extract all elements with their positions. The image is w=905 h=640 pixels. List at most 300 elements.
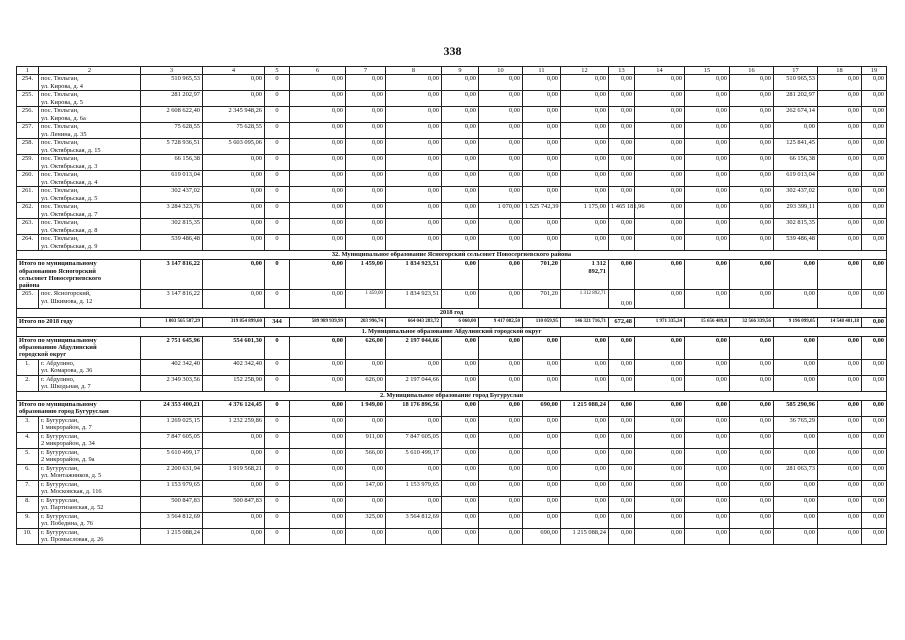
value-c10: 0,00 [479, 75, 523, 91]
value-c17: 0,00 [774, 512, 818, 528]
total-label [17, 400, 141, 416]
total-label [17, 260, 141, 290]
total-c6: 0,00 [290, 400, 346, 416]
value-c5: 0 [265, 528, 290, 544]
address-locality: пос. Тюльган, [41, 187, 79, 195]
value-c4: 0,00 [203, 235, 265, 251]
total-c13: 0,00 [609, 336, 635, 359]
value-c4: 75 628,55 [203, 123, 265, 139]
value-c17: 281 063,73 [774, 464, 818, 480]
year-total-c6: 589 989 939,99 [290, 317, 346, 327]
value-c18: 0,00 [818, 416, 862, 432]
value-c7: 0,00 [346, 528, 386, 544]
year-total-c9: 6 060,00 [442, 317, 479, 327]
value-c11: 0,00 [523, 91, 561, 107]
column-number-18: 18 [818, 67, 862, 75]
register-row [17, 123, 887, 139]
value-c8: 0,00 [386, 123, 442, 139]
value-c5: 0 [265, 496, 290, 512]
column-number-1: 1 [17, 67, 39, 75]
value-c4: 0,00 [203, 432, 265, 448]
value-c16: 0,00 [730, 219, 774, 235]
row-number: 1. [17, 359, 39, 375]
address-locality: г. Бугуруслан, [41, 496, 79, 504]
year-total-c11: 110 059,95 [523, 317, 561, 327]
value-c11: 0,00 [523, 432, 561, 448]
address-street: 2 микрорайон, д. 9а [41, 455, 95, 463]
total-label [17, 336, 141, 359]
value-c15: 0,00 [685, 75, 730, 91]
value-c17: 0,00 [774, 290, 818, 308]
value-c3: 66 156,38 [141, 155, 203, 171]
section-title: 2. Муниципальное образование город Бугуруслан [17, 391, 887, 400]
value-c8: 0,00 [386, 219, 442, 235]
row-number: 262. [17, 203, 39, 219]
address-cell [39, 75, 141, 91]
value-c11: 0,00 [523, 235, 561, 251]
total-c18: 0,00 [818, 400, 862, 416]
value-c3: 1 153 979,65 [141, 480, 203, 496]
value-c17: 0,00 [774, 123, 818, 139]
value-c4: 0,00 [203, 91, 265, 107]
row-number: 10. [17, 528, 39, 544]
value-c19: 0,00 [862, 139, 887, 155]
value-c11: 0,00 [523, 171, 561, 187]
value-c11: 0,00 [523, 464, 561, 480]
value-c13: 0,00 [609, 75, 635, 91]
value-c18: 0,00 [818, 171, 862, 187]
section-title: 2018 год [17, 308, 887, 317]
address-street: ул. Октябрьская, д. 4 [41, 178, 98, 186]
value-c9: 0,00 [442, 107, 479, 123]
value-c5: 0 [265, 187, 290, 203]
value-c16: 0,00 [730, 496, 774, 512]
value-c17: 302 437,02 [774, 187, 818, 203]
value-c3: 1 215 088,24 [141, 528, 203, 544]
value-c14: 0,00 [635, 290, 685, 308]
value-c10: 0,00 [479, 512, 523, 528]
value-c19: 0,00 [862, 219, 887, 235]
value-c5: 0 [265, 123, 290, 139]
row-number: 7. [17, 480, 39, 496]
value-c15: 0,00 [685, 464, 730, 480]
total-c6: 0,00 [290, 336, 346, 359]
value-c5: 0 [265, 203, 290, 219]
value-c13: 0,00 [609, 123, 635, 139]
total-c7: 1 459,00 [346, 260, 386, 290]
value-c8: 0,00 [386, 139, 442, 155]
value-c16: 0,00 [730, 448, 774, 464]
value-c11: 0,00 [523, 107, 561, 123]
value-c16: 0,00 [730, 464, 774, 480]
total-c16: 0,00 [730, 260, 774, 290]
value-c18: 0,00 [818, 359, 862, 375]
value-c3: 510 965,53 [141, 75, 203, 91]
value-c19: 0,00 [862, 448, 887, 464]
total-label-line: Итого по муниципальному [19, 260, 97, 268]
value-c12: 1 175,00 [561, 203, 609, 219]
value-c3: 500 847,83 [141, 496, 203, 512]
total-c9: 0,00 [442, 400, 479, 416]
value-c15: 0,00 [685, 139, 730, 155]
total-c17: 0,00 [774, 260, 818, 290]
total-c18: 0,00 [818, 260, 862, 290]
value-c8: 0,00 [386, 171, 442, 187]
address-cell [39, 155, 141, 171]
value-c6: 0,00 [290, 464, 346, 480]
register-row [17, 171, 887, 187]
value-c11: 0,00 [523, 187, 561, 203]
total-label-line: образованию Абдулинский [19, 344, 97, 352]
value-c15: 0,00 [685, 107, 730, 123]
value-c12: 0,00 [561, 171, 609, 187]
total-label-line: района [19, 282, 40, 290]
year-title [17, 308, 887, 317]
address-cell [39, 187, 141, 203]
value-c19: 0,00 [862, 123, 887, 139]
total-c17: 585 290,96 [774, 400, 818, 416]
value-c8: 0,00 [386, 359, 442, 375]
value-c13: 0,00 [609, 107, 635, 123]
total-label-line: образованию город Бугуруслан [19, 407, 109, 415]
address-cell [39, 123, 141, 139]
value-c4: 2 345 948,26 [203, 107, 265, 123]
value-c14: 0,00 [635, 464, 685, 480]
value-c19: 0,00 [862, 416, 887, 432]
address-street: ул. Победина, д. 76 [41, 519, 93, 527]
value-c18: 0,00 [818, 139, 862, 155]
address-cell [39, 235, 141, 251]
value-c15: 0,00 [685, 219, 730, 235]
total-c16: 0,00 [730, 336, 774, 359]
value-c17: 66 156,38 [774, 155, 818, 171]
value-c14: 0,00 [635, 171, 685, 187]
address-cell [39, 448, 141, 464]
total-c9: 0,00 [442, 260, 479, 290]
value-c16: 0,00 [730, 91, 774, 107]
row-number: 5. [17, 448, 39, 464]
total-c15: 0,00 [685, 336, 730, 359]
year-total-c19: 0,00 [862, 317, 887, 327]
value-c11: 0,00 [523, 512, 561, 528]
total-c15: 0,00 [685, 260, 730, 290]
value-c9: 0,00 [442, 416, 479, 432]
address-street: ул. Октябрьская, д. 8 [41, 226, 98, 234]
value-c13: 0,00 [609, 155, 635, 171]
value-c6: 0,00 [290, 235, 346, 251]
column-number-6: 6 [290, 67, 346, 75]
value-c7: 0,00 [346, 123, 386, 139]
value-c19: 0,00 [862, 107, 887, 123]
value-c17: 262 674,14 [774, 107, 818, 123]
value-c3: 3 284 323,76 [141, 203, 203, 219]
value-c4: 0,00 [203, 512, 265, 528]
value-c8: 0,00 [386, 416, 442, 432]
address-street: ул. Кирова, д. 5 [41, 98, 83, 106]
value-c10: 0,00 [479, 480, 523, 496]
value-c5: 0 [265, 416, 290, 432]
total-c11: 690,00 [523, 400, 561, 416]
value-c6: 0,00 [290, 203, 346, 219]
value-c10: 1 070,00 [479, 203, 523, 219]
value-c5: 0 [265, 432, 290, 448]
address-street: ул. Кирова, д. 4 [41, 82, 83, 90]
address-cell [39, 91, 141, 107]
register-row [17, 359, 887, 375]
column-number-10: 10 [479, 67, 523, 75]
row-number: 255. [17, 91, 39, 107]
value-c7: 0,00 [346, 359, 386, 375]
address-locality: пос. Тюльган, [41, 203, 79, 211]
value-c7: 0,00 [346, 91, 386, 107]
value-c10: 0,00 [479, 375, 523, 391]
value-c7: 0,00 [346, 187, 386, 203]
value-c3: 3 564 812,69 [141, 512, 203, 528]
address-street: ул. Октябрьская, д. 7 [41, 210, 98, 218]
value-c10: 0,00 [479, 187, 523, 203]
value-c5: 0 [265, 75, 290, 91]
value-c15: 0,00 [685, 235, 730, 251]
value-c8: 0,00 [386, 155, 442, 171]
value-c15: 0,00 [685, 496, 730, 512]
value-c13: 0,00 [609, 359, 635, 375]
register-row [17, 107, 887, 123]
value-c15: 0,00 [685, 528, 730, 544]
total-label-line: Итого по муниципальному [19, 400, 97, 408]
value-c6: 0,00 [290, 480, 346, 496]
value-c7: 911,00 [346, 432, 386, 448]
value-c3: 3 147 816,22 [141, 290, 203, 308]
address-street: ул. Октябрьская, д. 3 [41, 162, 98, 170]
value-c7: 0,00 [346, 416, 386, 432]
address-cell [39, 139, 141, 155]
value-c6: 0,00 [290, 75, 346, 91]
value-c14: 0,00 [635, 139, 685, 155]
total-label-line: образованию Ясногорский [19, 267, 96, 275]
value-c16: 0,00 [730, 155, 774, 171]
value-c4: 152 258,90 [203, 375, 265, 391]
value-c14: 0,00 [635, 375, 685, 391]
value-c15: 0,00 [685, 480, 730, 496]
value-c19: 0,00 [862, 464, 887, 480]
value-c14: 0,00 [635, 123, 685, 139]
year-total-label: Итого по 2018 году [17, 317, 141, 327]
value-c9: 0,00 [442, 375, 479, 391]
value-c8: 5 610 499,17 [386, 448, 442, 464]
total-c12 [561, 260, 609, 290]
value-c14: 0,00 [635, 432, 685, 448]
address-locality: г. Бугуруслан, [41, 416, 79, 424]
value-c8: 7 847 605,05 [386, 432, 442, 448]
value-c7: 147,00 [346, 480, 386, 496]
total-c4: 0,00 [203, 260, 265, 290]
value-c8: 0,00 [386, 107, 442, 123]
section-32-title [17, 251, 887, 260]
total-c5: 0 [265, 400, 290, 416]
value-c7: 0,00 [346, 107, 386, 123]
address-street: ул. Кирова, д. 6а [41, 114, 86, 122]
row-number: 260. [17, 171, 39, 187]
value-c9: 0,00 [442, 139, 479, 155]
value-c6: 0,00 [290, 359, 346, 375]
value-c3: 2 349 303,56 [141, 375, 203, 391]
total-c12: 0,00 [561, 336, 609, 359]
value-c3: 5 728 936,51 [141, 139, 203, 155]
value-c16: 0,00 [730, 480, 774, 496]
total-c19: 0,00 [862, 400, 887, 416]
column-number-4: 4 [203, 67, 265, 75]
value-c9: 0,00 [442, 528, 479, 544]
value-c17: 0,00 [774, 448, 818, 464]
value-c5: 0 [265, 235, 290, 251]
page-number: 338 [443, 44, 462, 58]
table-body [17, 67, 887, 545]
register-row [17, 464, 887, 480]
register-table [16, 66, 887, 545]
value-c3: 7 847 605,05 [141, 432, 203, 448]
total-c13: 0,00 [609, 400, 635, 416]
address-locality: г. Абдулино, [41, 375, 75, 383]
total-c4: 554 601,30 [203, 336, 265, 359]
value-c9: 0,00 [442, 448, 479, 464]
value-c16: 0,00 [730, 107, 774, 123]
register-row [17, 203, 887, 219]
value-c18: 0,00 [818, 528, 862, 544]
total-c12-line1: 1 312 [591, 260, 606, 268]
address-locality: г. Бугуруслан, [41, 464, 79, 472]
row-number: 263. [17, 219, 39, 235]
total-c3: 3 147 816,22 [141, 260, 203, 290]
value-c13: 0,00 [609, 480, 635, 496]
value-c3: 281 202,97 [141, 91, 203, 107]
value-c6: 0,00 [290, 432, 346, 448]
value-c19: 0,00 [862, 512, 887, 528]
value-c13: 0,00 [609, 171, 635, 187]
value-c19: 0,00 [862, 359, 887, 375]
value-c9: 0,00 [442, 496, 479, 512]
value-c10: 0,00 [479, 432, 523, 448]
value-c19: 0,00 [862, 528, 887, 544]
column-number-19: 19 [862, 67, 887, 75]
row-number: 2. [17, 375, 39, 391]
value-c18: 0,00 [818, 432, 862, 448]
address-locality: пос. Тюльган, [41, 107, 79, 115]
value-c16: 0,00 [730, 432, 774, 448]
row-number: 264. [17, 235, 39, 251]
value-c19: 0,00 [862, 171, 887, 187]
value-c4: 1 232 259,86 [203, 416, 265, 432]
value-c4: 1 919 568,21 [203, 464, 265, 480]
value-c13: 1 465 181,96 [609, 203, 635, 219]
row-number: 3. [17, 416, 39, 432]
address-locality: пос. Тюльган, [41, 219, 79, 227]
section-2-title [17, 391, 887, 400]
value-c14: 0,00 [635, 219, 685, 235]
row-number: 6. [17, 464, 39, 480]
value-c7: 0,00 [346, 464, 386, 480]
total-c9: 0,00 [442, 336, 479, 359]
register-row [17, 155, 887, 171]
total-c15: 0,00 [685, 400, 730, 416]
value-c10: 0,00 [479, 219, 523, 235]
value-c10: 0,00 [479, 107, 523, 123]
register-row [17, 496, 887, 512]
value-c12: 0,00 [561, 375, 609, 391]
value-c17: 619 013,04 [774, 171, 818, 187]
value-c3: 5 610 499,17 [141, 448, 203, 464]
address-cell [39, 464, 141, 480]
address-cell [39, 171, 141, 187]
value-c6: 0,00 [290, 375, 346, 391]
value-c6: 0,00 [290, 448, 346, 464]
value-c14: 0,00 [635, 203, 685, 219]
value-c15: 0,00 [685, 448, 730, 464]
year-total-c15: 15 656 489,8 [685, 317, 730, 327]
value-c4: 0,00 [203, 75, 265, 91]
value-c5: 0 [265, 219, 290, 235]
value-c18: 0,00 [818, 187, 862, 203]
row-number: 8. [17, 496, 39, 512]
address-cell [39, 512, 141, 528]
value-c8: 1 834 923,51 [386, 290, 442, 308]
value-c5: 0 [265, 290, 290, 308]
value-c11: 690,00 [523, 528, 561, 544]
value-c18: 0,00 [818, 155, 862, 171]
value-c11: 0,00 [523, 219, 561, 235]
value-c13: 0,00 [609, 416, 635, 432]
total-c3: 2 751 645,96 [141, 336, 203, 359]
address-street: 2 микрорайон, д. 34 [41, 439, 95, 447]
value-c17: 0,00 [774, 375, 818, 391]
total-c10: 0,00 [479, 400, 523, 416]
value-c17: 0,00 [774, 432, 818, 448]
register-row [17, 187, 887, 203]
value-c13: 0,00 [609, 235, 635, 251]
value-c5: 0 [265, 464, 290, 480]
value-c4: 0,00 [203, 171, 265, 187]
value-c8: 0,00 [386, 75, 442, 91]
value-c16: 0,00 [730, 171, 774, 187]
address-street: ул. Октябрьская, д. 5 [41, 194, 98, 202]
value-c18: 0,00 [818, 464, 862, 480]
total-c7: 626,00 [346, 336, 386, 359]
value-c17: 510 965,53 [774, 75, 818, 91]
value-c12: 0,00 [561, 359, 609, 375]
value-c14: 0,00 [635, 496, 685, 512]
address-street: ул. Шкимова, д. 12 [41, 297, 93, 305]
value-c18: 0,00 [818, 290, 862, 308]
address-locality: пос. Тюльган, [41, 75, 79, 83]
row-number: 259. [17, 155, 39, 171]
value-c15: 0,00 [685, 91, 730, 107]
value-c12: 0,00 [561, 416, 609, 432]
register-row [17, 75, 887, 91]
total-label-line: городской округ [19, 351, 67, 359]
address-street: ул. Ленина, д. 35 [41, 130, 87, 138]
value-c18: 0,00 [818, 91, 862, 107]
total-label-line: сельсовет Новосергиевского [19, 274, 102, 282]
value-c11: 0,00 [523, 416, 561, 432]
value-c14: 0,00 [635, 235, 685, 251]
value-c6: 0,00 [290, 91, 346, 107]
value-c18: 0,00 [818, 496, 862, 512]
value-c10: 0,00 [479, 528, 523, 544]
total-c14: 0,00 [635, 336, 685, 359]
value-c13 [609, 290, 635, 308]
value-c10: 0,00 [479, 290, 523, 308]
value-c15: 0,00 [685, 359, 730, 375]
value-c10: 0,00 [479, 171, 523, 187]
